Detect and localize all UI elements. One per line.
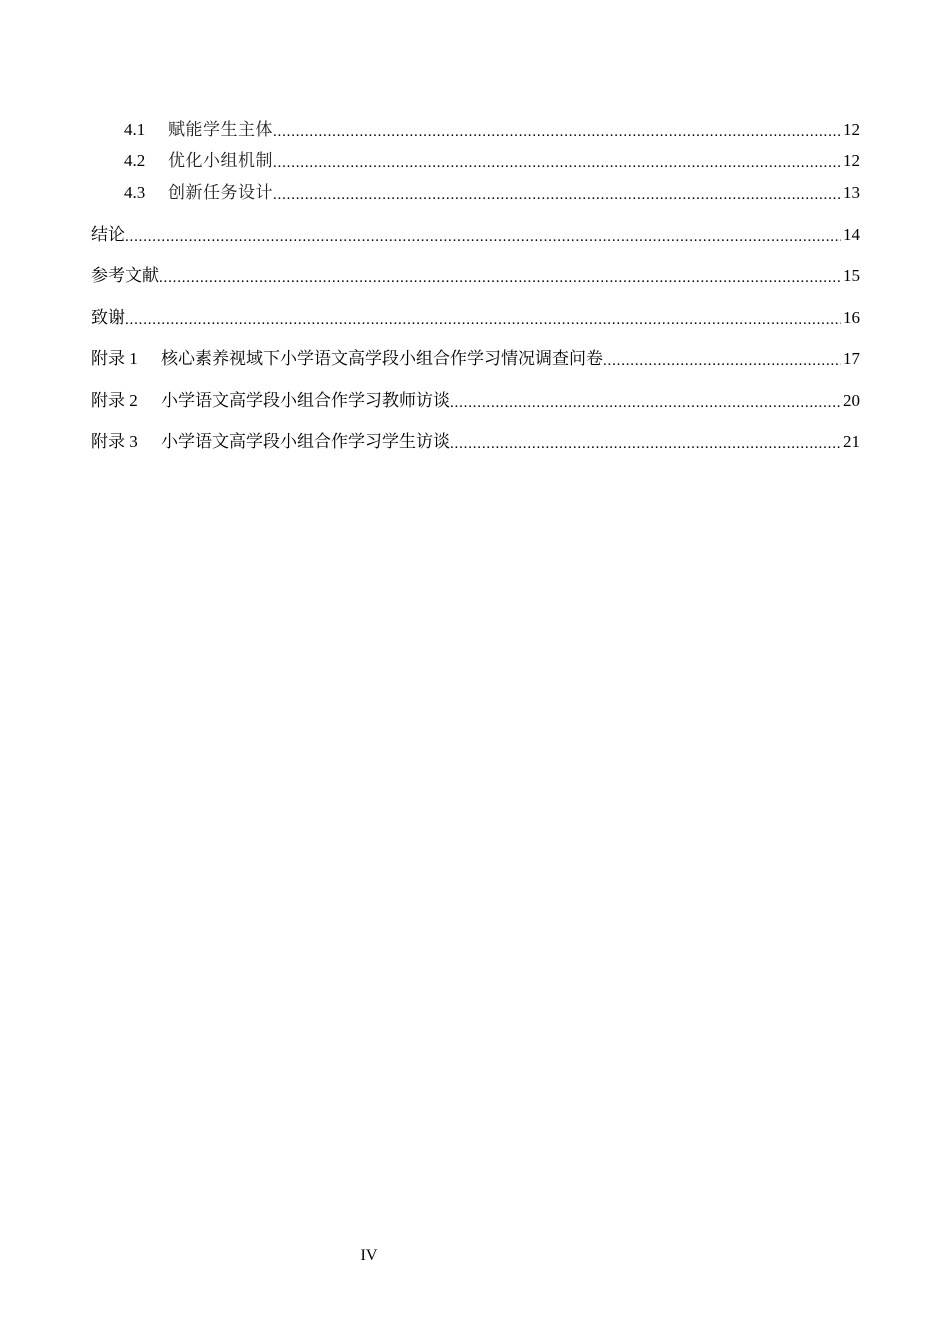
- toc-dot-leader: [273, 149, 841, 173]
- toc-entry-page: 12: [843, 120, 860, 139]
- toc-dot-leader: [273, 118, 841, 142]
- toc-entry-acknowledgements[interactable]: [91, 306, 860, 330]
- page-number-footer: IV: [360, 1247, 378, 1264]
- toc-entry-page: 21: [843, 432, 860, 451]
- toc-entry-page: 17: [843, 349, 860, 368]
- toc-entry-title: 致谢: [91, 308, 125, 327]
- toc-dot-leader: [125, 306, 841, 330]
- toc-entry-page: 15: [843, 266, 860, 285]
- toc-dot-leader: [450, 389, 841, 413]
- toc-entry-title: 结论: [91, 225, 125, 244]
- toc-entry-title: 创新任务设计: [168, 183, 273, 202]
- toc-entry-number: 附录 1: [91, 349, 138, 368]
- toc-entry-title: 小学语文高学段小组合作学习学生访谈: [161, 432, 450, 451]
- toc-entry-number: 4.3: [124, 183, 146, 202]
- toc-entry-appendix-1[interactable]: [91, 347, 860, 371]
- toc-dot-leader: [125, 223, 841, 247]
- toc-entry-appendix-3[interactable]: [91, 430, 860, 454]
- toc-entry-title: 优化小组机制: [168, 151, 273, 170]
- toc-entry-page: 14: [843, 225, 860, 244]
- toc-entry-number: 附录 3: [91, 432, 138, 451]
- toc-entry-page: 20: [843, 391, 860, 410]
- toc-entry-references[interactable]: [91, 264, 860, 288]
- toc-entry-title: 核心素养视域下小学语文高学段小组合作学习情况调查问卷: [161, 349, 603, 368]
- toc-entry-number: 4.2: [124, 151, 146, 170]
- toc-entry-title: 参考文献: [91, 266, 159, 285]
- toc-entry-4-2[interactable]: [124, 149, 860, 173]
- toc-entry-page: 16: [843, 308, 860, 327]
- toc-entry-page: 12: [843, 151, 860, 170]
- toc-dot-leader: [603, 347, 841, 371]
- toc-entry-title: 小学语文高学段小组合作学习教师访谈: [161, 391, 450, 410]
- toc-dot-leader: [450, 430, 841, 454]
- toc-entry-title: 赋能学生主体: [168, 120, 273, 139]
- toc-entry-4-1[interactable]: [124, 118, 860, 142]
- toc-dot-leader: [159, 264, 841, 288]
- toc-entry-appendix-2[interactable]: [91, 389, 860, 413]
- toc-entry-4-3[interactable]: [124, 181, 860, 205]
- toc-entry-number: 附录 2: [91, 391, 138, 410]
- toc-entry-page: 13: [843, 183, 860, 202]
- toc-entry-number: 4.1: [124, 120, 146, 139]
- toc-entry-conclusion[interactable]: [91, 223, 860, 247]
- toc-dot-leader: [273, 181, 841, 205]
